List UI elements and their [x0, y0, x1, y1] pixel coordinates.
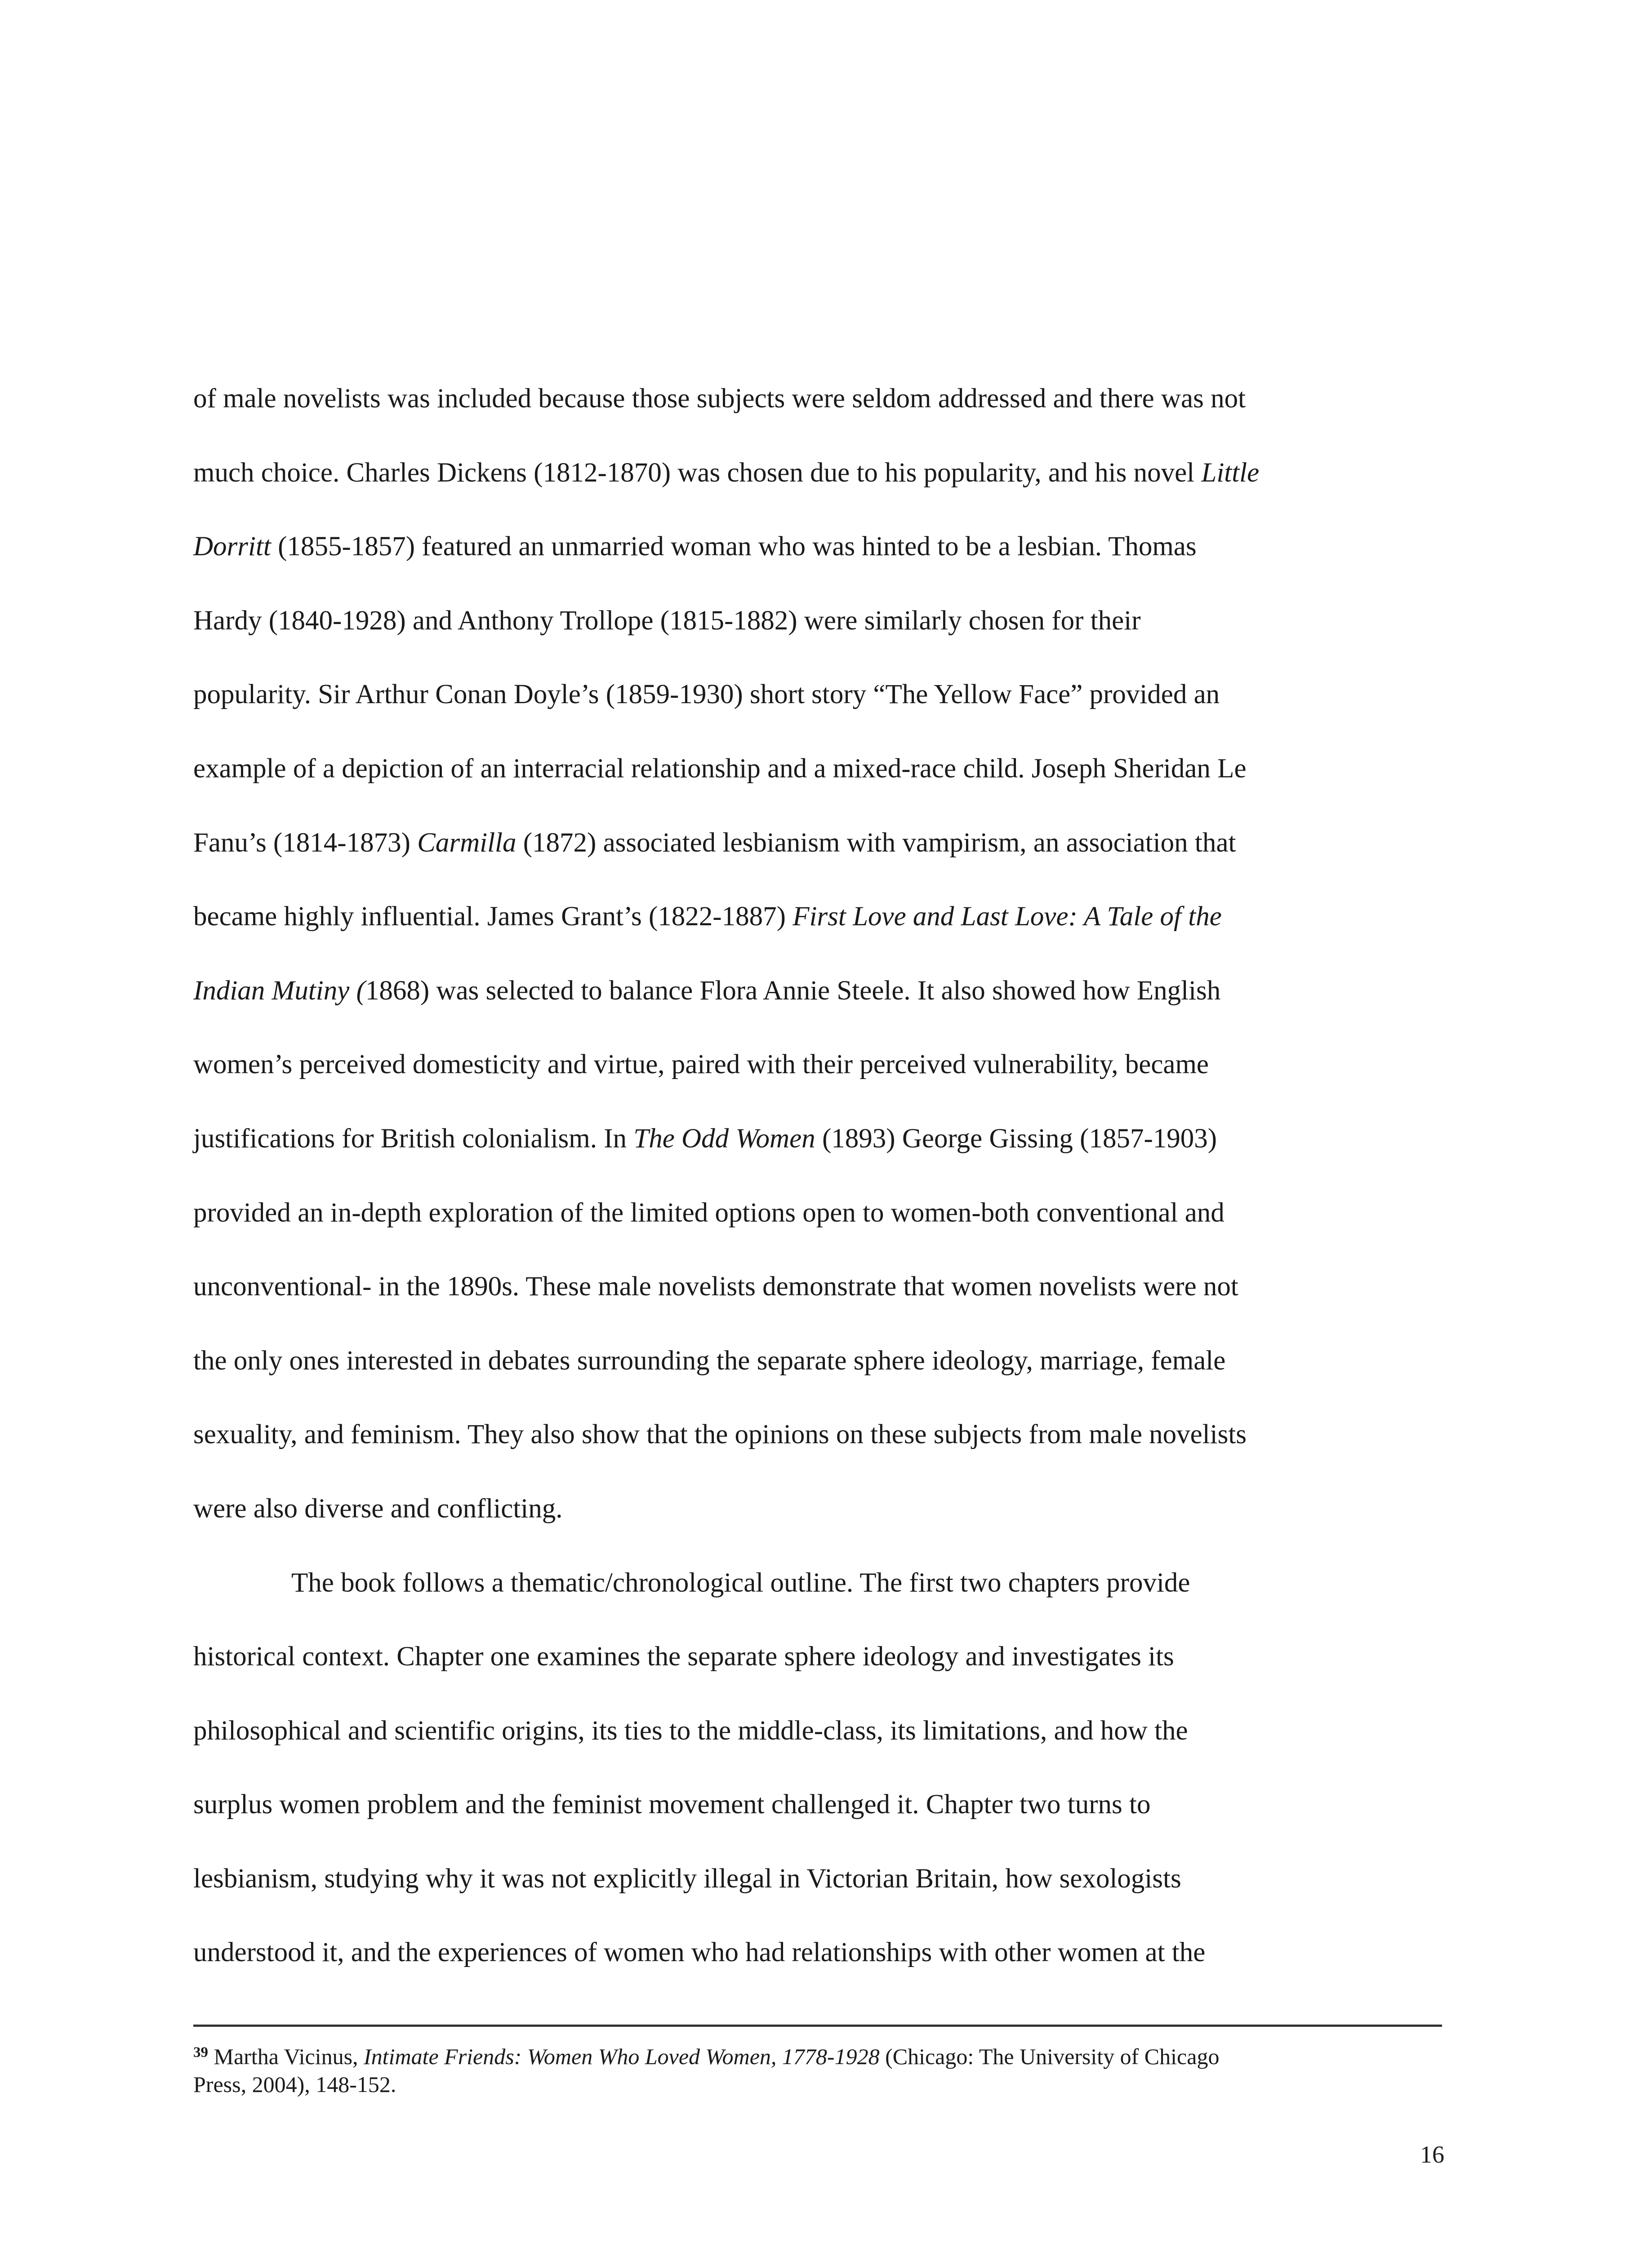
text-line	[193, 880, 1452, 954]
text-line: sexuality, and feminism. They also show that the opinions on these subjects from male novelists	[193, 1419, 1247, 1450]
text-run: justifications for British colonialism. In	[193, 1123, 634, 1154]
text-run: (1855-1857) featured an unmarried woman who was hinted to be a lesbian. Thomas	[271, 531, 1197, 562]
text-run: (Chicago: The University of Chicago	[879, 2044, 1220, 2069]
text-line: women’s perceived domesticity and virtue, paired with their perceived vulnerability, became	[193, 1049, 1209, 1080]
text-line: philosophical and scientific origins, its ties to the middle-class, its limitations, and how the	[193, 1715, 1188, 1746]
text-run: (1872) associated lesbianism with vampirism, an association that	[516, 827, 1236, 858]
footnote-line	[193, 2043, 1452, 2070]
text-line	[193, 1102, 1452, 1176]
text-run: Fanu’s (1814-1873)	[193, 827, 418, 858]
text-line: Hardy (1840-1928) and Anthony Trollope (1815-1882) were similarly chosen for their	[193, 605, 1141, 636]
footnote	[193, 2043, 1452, 2098]
paragraph	[193, 1546, 1452, 1990]
text-line: unconventional- in the 1890s. These male novelists demonstrate that women novelists were not	[193, 1271, 1238, 1302]
italic-title: Dorritt	[193, 531, 271, 562]
text-line	[193, 510, 1452, 584]
italic-title: Indian Mutiny (	[193, 975, 365, 1006]
text-line: The book follows a thematic/chronological outline. The first two chapters provide	[291, 1567, 1190, 1598]
text-line: example of a depiction of an interracial relationship and a mixed-race child. Joseph Sheridan Le	[193, 753, 1247, 784]
text-line: were also diverse and conflicting.	[193, 1493, 563, 1524]
text-line	[193, 436, 1452, 510]
footnote-number: 39	[193, 2044, 208, 2061]
italic-title: Intimate Friends: Women Who Loved Women, 1778-1928	[364, 2044, 880, 2069]
text-line	[193, 954, 1452, 1028]
italic-title: Little	[1201, 457, 1260, 488]
text-line: lesbianism, studying why it was not explicitly illegal in Victorian Britain, how sexologists	[193, 1863, 1181, 1894]
text-line: the only ones interested in debates surrounding the separate sphere ideology, marriage, female	[193, 1345, 1226, 1376]
text-line: understood it, and the experiences of women who had relationships with other women at the	[193, 1937, 1206, 1968]
footnote-line: Press, 2004), 148-152.	[193, 2072, 396, 2097]
text-run: Martha Vicinus,	[208, 2044, 364, 2069]
italic-title: First Love and Last Love: A Tale of the	[793, 901, 1222, 932]
text-run: (1893) George Gissing (1857-1903)	[815, 1123, 1217, 1154]
footnote-separator	[193, 2025, 1442, 2027]
text-line: popularity. Sir Arthur Conan Doyle’s (1859-1930) short story “The Yellow Face” provided an	[193, 679, 1220, 710]
italic-title: Carmilla	[417, 827, 517, 858]
paragraph	[193, 362, 1452, 1546]
text-line: of male novelists was included because those subjects were seldom addressed and there was not	[193, 384, 1246, 414]
italic-title: The Odd Women	[633, 1123, 815, 1154]
text-line: surplus women problem and the feminist movement challenged it. Chapter two turns to	[193, 1789, 1151, 1820]
text-line: provided an in-depth exploration of the limited options open to women-both conventional and	[193, 1197, 1225, 1228]
text-line	[193, 806, 1452, 880]
text-run: became highly influential. James Grant’s (1822-1887)	[193, 901, 793, 932]
body-text	[193, 362, 1452, 1990]
text-run: much choice. Charles Dickens (1812-1870) was chosen due to his popularity, and his novel	[193, 457, 1202, 488]
text-run: 1868) was selected to balance Flora Annie Steele. It also showed how English	[365, 975, 1221, 1006]
text-line: historical context. Chapter one examines the separate sphere ideology and investigates its	[193, 1641, 1174, 1672]
page-number: 16	[1420, 2141, 1444, 2168]
